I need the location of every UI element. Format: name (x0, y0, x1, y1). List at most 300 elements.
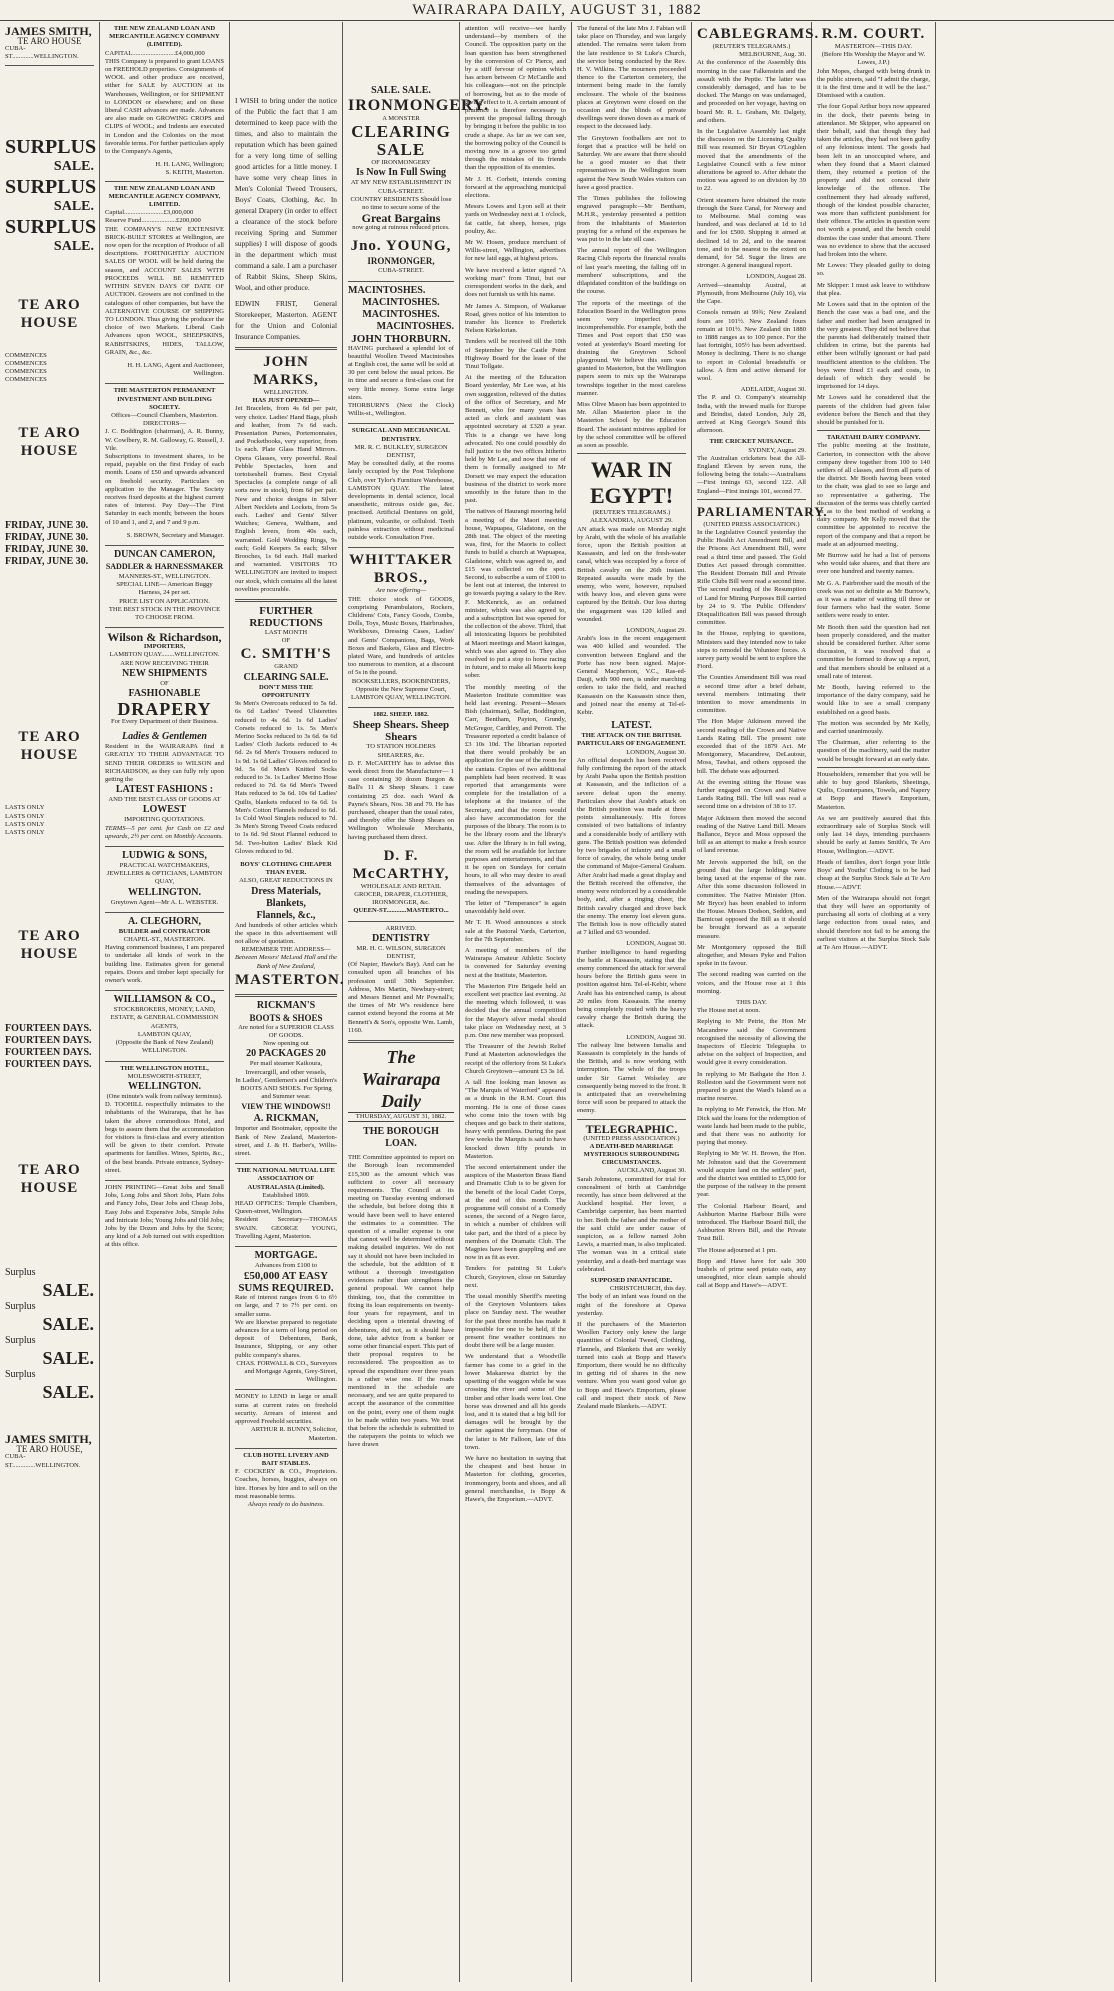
superior-class-text: Are noted for a SUPERIOR CLASS OF GOODS. (238, 1023, 334, 1039)
article-para: The second entertainment under the auspices of the Masterton Brass Band and Dramatic Club is to be given for the benefit of the local Cadet Corps, at the end of this month. The programme will consist of a Comedy scenes, the second of a Negro farce, in which a number of children will take part, and the third of a piece by members of the Dramatic Club. The Magpies have been grappling and are now in as fit as ever. (465, 1164, 566, 1262)
auckland-dateline: AUCKLAND, August 30. (617, 1167, 686, 1175)
friday-block (5, 520, 94, 568)
article-para: The second reading was carried on the voices, and the House rose at 1 this morning. (697, 971, 806, 995)
article-para: The Hon Major Atkinson moved the second reading of the Crown and Native Lands Rating Bill. The present rate exceeded that of the 1879 Act. Mr Montgomery, Macandrew, DeLautour, Moss, Tawhai, and others opposed the bill. The debate was adjourned. (697, 718, 806, 775)
bunny-text: ARTHUR R. BUNNY, Solicitor, Masterton. (250, 1426, 337, 1442)
article-para: Mr G. A. Fairbrother said the mouth of the creek was not so definite as Mr Burrow's, as it was a matter of waiting till three or four farmers who had the water. Some settlers were ready to enter. (817, 579, 930, 620)
article-para: Mr Booth, having referred to the importance of the dairy company, said he would like to see a small company established on a good basis. (817, 684, 930, 716)
te-aro-house-5: TE ARO HOUSE (18, 928, 81, 963)
article-para: The Times publishes the following engraved paragraph:—Mr Bentham, M.H.R., yesterday presented a petition from the inhabitants of Masterton praying for a refund of the expenses he was put to in the late sill case. (577, 195, 686, 244)
williamson-heading: WILLIAMSON & CO., (113, 994, 216, 1006)
war-in-egypt-heading: WAR IN EGYPT! (589, 457, 674, 509)
article-para: Men of the Wairarapa should not forget that they will have an opportunity of purchasing all sorts of clothing at a very large reduction from usual rates, and should therefore not fail to be among the earliest visitors at the Surplus Stock Sale at Te Aro House.—ADVT. (817, 894, 930, 951)
directors-heading: DIRECTORS— (142, 420, 187, 428)
best-class-label: AND THE BEST CLASS OF GOODS AT (108, 796, 221, 804)
ruinous-prices-label: now going at ruinous reduced prices. (352, 224, 450, 232)
article-para: The natives of Haurangi mooring held a meeting of the Maori meeting house, Wapuapea, Gladstone, on the 28th inst. The object of the meeting was, first, for the Maoris to collect funds to build a church at Wapuapea, Gladstone, which was agreed to, and £15 was collected on the spot. Second, to subscribe a sum of £100 to be lent out at interest, the interest to go towards paying a salary to the Rev. F. McKenrick, as an ordained minister, which was also agreed to, and a subscription list was opened for the collection of the above. Third, that all intoxicating liquors be prohibited at Maori meetings and Maori kaingas, which was also agreed to. They also resolved to put a stop to horse racing in future, and to make all Maoris keep sober. (465, 508, 566, 680)
article-para: Mr J. H. Corbett, intends coming forward at the approaching municipal elections. (465, 175, 566, 200)
friday-1: FRIDAY, JUNE 30. (5, 520, 89, 532)
mccarthy-body: D. F. McCARTHY has to advise this week direct from the Manufacturer— 1 case containing 30 dozen Burgon & Ball's 11 & Sheep Shears. 1 case containing 25 doz. each Ward & Payne's Shears, Nos. 38 and 79. He has purchased, cheaper than the usual rates, and thereby offer the Sheep Shears on Wellington Wholesale Merchants, having purchased them direct. (348, 759, 454, 841)
whittaker-body: THE choice stock of GOODS, comprising Perambulators, Rockers, Childrens' Cots, Fancy Goods, Combs, Dolls, Toys, Music Boxes, Hairbrushes, Workboxes, Dressing Cases, Ladies' and Gents' Companions, Bags, Work Boxes and Baskets, Glass and Electro-plated Ware, and hundreds of articles too numerous to mention, at a discount of 5s in the pound. (348, 595, 454, 677)
commences-3: COMMENCES (5, 368, 47, 376)
hundreds-text: And hundreds of other articles which the space in this advertisement will not allow of quotation. (235, 921, 337, 945)
sheep-shears-heading: Sheep Shears. Sheep Shears (352, 719, 450, 744)
rate-text: Rate of interest ranges from 6 to 6½ on large, and 7 to 7½ per cent. on smaller sums. (235, 1294, 337, 1318)
article-para: Mr W. Hosen, produce merchant of Willis-street, Wellington, advertises for new laid eggs, at highest prices. (465, 239, 566, 263)
of-ironmongery-label: OF IRONMONGERY (371, 159, 431, 167)
sale-lower-1: SALE. (42, 1280, 94, 1301)
john-marks-heading: JOHN MARKS, (253, 354, 319, 388)
best-stock-text: THE BEST STOCK IN THE PROVINCE TO CHOOSE FROM. (108, 605, 221, 621)
article-para: The public meeting at the Institute, Carterton, in connection with the above company drew together from 100 to 140 settlers of all classes, and from all parts of the district. Mr Booth having been voted to the chair, was glad to see so large and so representative a gathering. The discussion of the terms was chiefly carried on as to the best method of working a dairy company. Mr Kelly moved that the committee be appointed to receive the report of the company and that a report be made at an adjourned meeting. (817, 442, 930, 548)
article-para: The annual report of the Wellington Racing Club reports the financial results of last year's meeting, the falling off in members' subscriptions, and the dilapidated condition of the buildings on the course. (577, 247, 686, 296)
article-para: At the conference of the Assembly this morning in the case Falkenstein and the assault with the Peptie. The latter was considerably damaged, and has to be docked. The Mango on was undamaged, and proceeded on her voyage, having on board Mr. R. L. Graham, Mr. Dalgety, and others. (697, 59, 806, 124)
article-para: Bopp and Hawe have for sale 300 bushels of prime seed potato oats, any unsoughted, nice clean sample should call at Bopp and Hawe's—ADVT. (697, 1257, 806, 1290)
lasts-only-block (5, 804, 94, 837)
view-windows-label: VIEW THE WINDOWS!! (241, 1102, 331, 1112)
chapel-street-label: CHAPEL-ST., MASTERTON. (123, 936, 206, 944)
sale-2: SALE. (53, 198, 94, 214)
fourteen-days-4: FOURTEEN DAYS. (5, 1059, 92, 1071)
surplus-lower-2: Surplus (5, 1301, 36, 1313)
london-dateline-3: LONDON, August 30. (626, 940, 686, 948)
mccarthy-heading: D. F. McCARTHY, (352, 847, 450, 882)
nz-loan-body: THIS Company is prepared to grant LOANS on FREEHOLD properties. Consignments of WOOL and other produce are received, either for SALE by AUCTION at its Warehouses, Wellington, or for SHIPMENT to LONDON or elsewhere; and on these liberal CASH advances are made. Advances are also made on GROWING CROPS and CLIPS of WOOL; and Indents are executed in London and the Colonies on the most favorable terms. For further particulars apply to the Company's Agents, (105, 57, 225, 156)
article-para: The Greytown footballers are not to forget that a practice will be held on Saturday. We are aware that there should be a good muster so that their representatives in the Wellington team against the New South Wales visitors can have a good practice. (577, 134, 686, 191)
stockbrokers-text: STOCKBROKERS, MONEY, LAND, ESTATE, & GENERAL COMMISSION AGENTS, (110, 1006, 219, 1030)
article-para: An official despatch has been received fully confirming the report of the attack by Arabi Pasha upon the British position at Kassassin, and the infliction of a severe defeat upon the enemy. Particulars show that Arabi's attack on the British position was made at three points simultaneously. His forces consisted of two battalions of infantry and a considerable body of artillery with guns. The British position was defended by two brigades of infantry and a small force of cavalry, the whole being under the command of Major-General Graham. After Arabi had made a great display and the British received the offensive, the enemy were reinforced by a considerable body, and, after a ringing cheer, the British cavalry charged and drove back the enemy. The enemy lost eleven guns. The British loss is now officially stated at 7 killed and 63 wounded. (577, 756, 686, 937)
london-dateline: LONDON, August 29. (626, 627, 686, 634)
every-department-label: For Every Department of their Business. (111, 718, 218, 726)
latest-fashions-label: LATEST FASHIONS : (115, 784, 214, 796)
duncan-cameron-heading: DUNCAN CAMERON, (113, 548, 216, 560)
article-para: The Counties Amendment Bill was read a second time after a brief debate, several members intimating their intention to move amendments in committee. (697, 674, 806, 715)
macintoshes-2: MACINTOSHES. (362, 296, 440, 308)
lasts-only-2: LASTS ONLY (5, 812, 45, 820)
cuba-street-label: CUBA-ST.............WELLINGTON. (5, 45, 79, 61)
article-para: Miss Olive Mason has been appointed to Mr. Allan Masterton place in the Masterton School by the Education Board. The assistant mistress applied for by the school committee will be offered as soon as possible. (577, 400, 686, 449)
article-para: Mr James A. Simpson, of Waikanae Road, gives notice of his intention to transfer his licence to Frederick Nelson Kirkelorian. (465, 302, 566, 335)
surplus-block (5, 135, 97, 256)
cleghorn-heading: A. CLEGHORN, (127, 915, 202, 927)
masterton-society-heading: THE MASTERTON PERMANENT INVESTMENT AND BUILDING SOCIETY. (113, 387, 216, 411)
williamson-lambton: LAMBTON QUAY, (137, 1030, 192, 1038)
particulars-heading: PARTICULARS OF ENGAGEMENT. (577, 740, 686, 748)
bulkley-name: MR. R. C. BULKLEY, SURGEON DENTIST, (354, 443, 448, 460)
saddler-heading: SADDLER & HARNESSMAKER (105, 561, 224, 571)
article-para: Mr Jervois supported the bill, on the ground that the large holdings were being taxed at the expense of the rate. After this some discussion followed in committee. The Native Minister (Hon. Mr Bryce) has been enabled to inform the House. Messrs Dodson, Seddon, and Barnicoat opposed the Bill as it should be brought forward as a separate measure. (697, 858, 806, 940)
fourteen-days-3: FOURTEEN DAYS. (5, 1047, 92, 1059)
article-para: Mr Lowes said that in the opinion of the Bench the case was a bad one, and the father and mother had been arraigned in the very greatest. They did not believe that the parents had deliberately trained their children in crime, but the parents had either been wilfully ignorant or had paid insufficient attention to the children. The boys were fined £1 each and costs, in default of which they would be imprisoned for 14 days. (817, 301, 930, 391)
masthead: WAIRARAPA DAILY, AUGUST 31, 1882 (0, 0, 1114, 21)
smith-reductions-list: 9s Men's Overcoats reduced to 5s 6d. 6s 6d Ladies' Tweed Ulsterettes reduced to 4s 6d. 1s 6d Ladies' Corsets reduced to 1s. 5s Men's Merino Socks reduced to 3s 6d. 6s 6d Ladies' Cloth Jackets reduced to 4s 6d. 2s 6d Men's Trousers reduced to 1s 9d. 1s 6d Ladies' Gloves reduced to 9d. 5s 6d Men's Knitted Socks reduced to 3s. 1s Ladies' Merino Hose reduced to 7d. 6s 6d Men's Tweed Hats reduced to 3s 6d. 10s 6d Ladies' Quilts, blankets reduced to 6s 6d. 1s Men's Cotton Flannels reduced to 6d. 1s Cold Wool Singlets reduced to 7d. 3s Men's Strong Tweed Coats reduced to 1s 6d. 9d Stout Flannel reduced to 5d. Two-button Ladies' Black Kid Gloves reduced to 9d. (235, 700, 337, 855)
sale-lower-2: SALE. (42, 1314, 94, 1335)
now-opening-label: Now opening out (263, 1040, 309, 1048)
john-marks-body: Jet Bracelets, from 4s 6d per pair, very choice. Ladies' Hand Bags, plush and leather, from 7s 6d each. Presentation Purses, Portemonnaies, and Pocketbooks, very superior, from 1s each. Plate Glass Hand Mirrors. Opera Glasses, very powerful. Real Pebble Spectacles, horn and tortoiseshell frames. Best Crystal Spectacles (a complete range of all sorts now in stock), from 6d per pair. New and choice designs in Silver Albert Necklets and Lockets, from 5s each. Ladies' and Gents' Silver Watches; Geneva, Waltham, and English levers, from 40s each, warranted. Gold Wedding Rings, 9s each; Gold Keepers 5s each; Silver Brooches, 1s 6d each. Hall marked and warranted. VISITORS TO WELLINGTON are invited to inspect our stock, which contains all the latest novelties procurable. (235, 405, 337, 593)
boots-shoes-label: BOOTS & SHOES (249, 1012, 323, 1023)
between-text: Between Messrs' McLeod Hall and the Bank of New Zealand, (235, 954, 337, 970)
surplus-3: SURPLUS (5, 215, 97, 238)
macintoshes-4: MACINTOSHES. (376, 320, 454, 332)
also-reductions-label: ALSO, GREAT REDUCTIONS IN (239, 877, 333, 885)
established-label: Established 1869. (262, 1191, 310, 1199)
fifty-thousand-label: £50,000 AT EASY SUMS REQUIRED. (238, 1270, 334, 1295)
article-para: Sarah Johnstone, committed for trial for concealment of birth at Cambridge recently, has since been delivered at the Auckland hospital. Her lover, a Cambridge carpenter, has been married to her. Both the father and the mother of the said child are under cause of suspicion, as a fellow named John Lewis, a married man, is also implicated. The woman was in a critical state yesterday, and a death-bed marriage was celebrated. (577, 1175, 686, 1273)
cockery-text: F. COCKERY & CO., Proprietors. Coaches, horses, buggies, always on hire. Horses by hire and to sell on the most reasonable terms. (235, 1468, 337, 1500)
a-rickman-label: A. RICKMAN, (253, 1113, 319, 1125)
london-dateline-2: LONDON, August 30. (626, 748, 686, 756)
article-para: At the meeting of the Education Board yesterday, Mr Lee was, at his own suggestion, relieved of the duties of the office of Secretary, and Mr Bennett, who for many years has acted as clerk and assistant was appointed secretary at £320 a year. This is a change we have long advocated. No one could possibly do full justice to the two offices hitherto held by Mr Lee, and now that one of them is formally assigned to Mr Dorsett we may expect the education business of the district to work more smoothly in the future than in the past. (465, 374, 566, 505)
article-para: The motion was seconded by Mr Kelly, and carried unanimously. (817, 719, 930, 736)
article-para: Replying to Mr W. H. Brown, the Hon. Mr Johnston said that the Government would acquire land on the settlers' part, and the district was entitled to £5,000 for the purpose of the railway in the present year. (697, 1150, 806, 1199)
booksellers-text: BOOKSELLERS, BOOKBINDERS, Opposite the New Supreme Court, LAMBTON QUAY, WELLINGTON. (350, 677, 451, 701)
borough-loan-body: THE Committee appointed to report on the Borough loan recommended £15,300 as the amount which was sufficient to cover all necessary requirements. The Council at its meeting on Tuesday evening endorsed the schedule, but before doing this it would have been well to have entered the estimates to a committee. The question of a smaller expense is one that cannot well be determined without making detailed inquiries. We do not say it should not have been included in the schedule, but the addition of it without a thorough investigation evidences rather than strengthens the general proposal. We cannot help thinking, too, that the committee in fixing its loan requirements on twenty-four years for repayment, and in deciding upon a triennial drawing of debentures, did not, as it should have done, take advice from a banker or some other financial expert. This part of their proposal requires to be reconsidered. The proposition as to spread the expenditure over three years is a rather wise one. If the roads mentioned in the schedule are necessary, and we are quite prepared to accept the assurance of the committee on the point, every one of them ought to be made within two years. We trust that before the schedule is submitted to the ratepayers the points to which we have drawn (348, 1154, 454, 1449)
new-establishment-label: AT MY NEW ESTABLISHMENT IN CUBA-STREET. (350, 179, 452, 195)
article-para: In the House, replying to questions, Ministers said they intended now to take steps to remodel the Volunteer forces. A survey party would be sent to explore the Fiord. (697, 630, 806, 671)
reuters-label-2: (REUTER'S TELEGRAMS.) (712, 43, 791, 50)
column-6 (572, 22, 692, 1982)
latest-heading: LATEST. (611, 720, 652, 732)
advances-label: Advances from £100 to (254, 1262, 318, 1270)
fourteen-days-block (5, 1023, 94, 1071)
column-5 (460, 22, 572, 1982)
hotel-walk-label: (One minute's walk from railway terminus). (106, 1092, 223, 1100)
john-marks-opened: HAS JUST OPENED— (252, 397, 320, 405)
te-aro-house-2: TE ARO HOUSE (18, 296, 81, 331)
article-para: Mr Booth then said the question had not been properly considered, and the matter should be considered further. After some discussion, it was resolved that a committee be formed to draw up a report, and that members should be enlisted at a small rate of interest. (817, 623, 930, 680)
article-para: Tenders will be received till the 10th of September by the Castle Point Highway Board for the lease of the Tinui Tollgate. (465, 338, 566, 370)
article-para: If the purchasers of the Masterton Woollen Factory only knew the large quantities of Colonial Tweed, Clothing, Flannels, and Blankets that are weekly turned into cash at Bopp and Hawe's Emporium, there would be no difficulty in getting rid of shares in the new venture. When you want good value go to Bopp and Hawe's Emporium, please call and inspect their stock of New Zealand made Blankets.—ADVT. (577, 1321, 686, 1411)
article-para: A meeting of members of the Wairarapa Amateur Athletic Society is convened for Saturday evening next at the Institute, Masterton. (465, 946, 566, 979)
article-para: AN attack was made on Monday night by Arabi, with the whole of his available force, upon the British position at Kassassin, and led on the fresh-water canal, which was occupied by a force of British cavalry on the 26th instant. Repeated assaults were made by the enemy, who were, however, repulsed with heavy loss, and eleven guns were captured by the British. Our loss during the engagement was 120 killed and wounded. (577, 525, 686, 623)
masterton-society-body: Subscriptions to investment shares, to be repaid, payable on the first Friday of each month. Loans of £50 and upwards advanced on freehold security. Particulars on application to the Manager. The Society receives fixed deposits at the highest current rates of interest. Pay Day—The First Saturday in each month; between the hours of 10 and 1, and 2, and 7 and 9 p.m. (105, 452, 224, 526)
article-para: Consols remain at 99¾; New Zealand fours are 101½. New Zealand fours remain at 101½. New Zealand tin 1880 to 1888 ranges as to 100 pence. For the last fortnight, 105½ has been advertised. Money is declining. There is no change to report in Colonial breadstuffs or tallow. A firm and active demand for wool. (697, 309, 806, 382)
column-7 (692, 22, 828, 1982)
article-para: We understand that a Woodville farmer has come to a grief in the lower Makarewa district by the upsetting of the waggon while he was crossing the river and some of the timber and other loads were lost. One horse was drowned and all his goods lost, and it is stated that a big bill for damages will be brought by the carrier against the ferryman. One of the latter is Mr Falloon, late of this town. (465, 1353, 566, 1451)
article-para: In replying to Mr Fenwick, the Hon. Mr Dick said the loans for the redemption of waste lands had been made to the public, and that there was no authority for paying that money. (697, 1106, 806, 1147)
nz-loan-agent-1: H. H. LANG, Wellington; (155, 161, 224, 169)
article-para: Mr Montgomery opposed the Bill altogether, and Messrs Pyke and Fulton spoke in its favour. (697, 943, 806, 968)
in-full-swing-label: Is Now In Full Swing (355, 167, 447, 179)
john-thorburn-heading: JOHN THORBURN. (351, 332, 451, 345)
taratahi-heading: TARATAHI DAIRY COMPANY. (826, 434, 921, 442)
fourteen-days-1: FOURTEEN DAYS. (5, 1023, 92, 1035)
further-reductions-heading: FURTHER REDUCTIONS (249, 605, 323, 630)
special-line-text: SPECIAL LINE— American Buggy Harness, 24 per set. (116, 581, 213, 597)
article-para: In replying to Mr Bathgate the Hon J. Rolleston said the Government were not prepared to grant the Ward's Island as a marine reserve. (697, 1070, 806, 1103)
christchurch-dateline: CHRISTCHURCH, this day. (609, 1285, 686, 1293)
rickman-address: Importer and Bootmaker, opposite the Bank of New Zealand, Masterton-street, and J. & H. Barber's, Willis-street. (235, 1125, 337, 1158)
wilson-dentist: MR. H. C. WILSON, SURGEON DENTIST, (356, 944, 446, 960)
article-para: Further intelligence to hand regarding the battle at Kassassin, stating that the enemy commenced the attack for several hours before the British guns were in position against him. Tel-el-Kebir, where Arabi has his entrenched camp, is about 20 miles from Kassassin. The enemy being completely routed with the heavy cavalry charge the British during the attack. (577, 948, 686, 1030)
nz-loan-2-capital: Capital........................£3,000,000 (105, 209, 194, 217)
whittaker-offering: Are now offering— (375, 587, 427, 595)
dress-materials-label: Dress Materials, (251, 885, 321, 897)
friday-3: FRIDAY, JUNE 30. (5, 544, 89, 556)
column-4 (343, 22, 490, 1982)
alexandria-dateline: ALEXANDRIA, AUGUST 29. (590, 517, 673, 525)
te-aro-house-label: TE ARO HOUSE (17, 36, 82, 46)
c-smiths-heading: C. SMITH'S (240, 646, 332, 663)
issue-date: THURSDAY, AUGUST 31, 1882. (348, 1112, 454, 1122)
dentistry-heading: SURGICAL AND MECHANICAL DENTISTRY. (351, 427, 451, 443)
article-para: Orient steamers have obtained the route through the Suez Canal, for Norway and to Melbourne. Mail coming was hundred, and was declared at 1d to 1d and for lot £500. Shipping it aimed at declined 1d to 2d, and to the nearest tone, and to the nearest to the extent on demand, for 5d. Sugar the lines are stronger. A general inaugural report. (697, 196, 806, 270)
te-aro-house-3: TE ARO HOUSE (18, 425, 81, 460)
smith-masterton-label: MASTERTON. (235, 971, 345, 988)
cleghorn-body: Having commenced business, I am prepared to undertake all kinds of work in the building line. Estimates given for general repairs. Doors and timber kept specially for owner's work. (105, 944, 224, 985)
surplus-lower-4: Surplus (5, 1369, 36, 1381)
article-para: Householders, remember that you will be able to buy good Blankets, Sheetings, Quilts, Counterpanes, Towels, and Napery at Bopp and Hawe's Emporium, Masterton. (817, 770, 930, 811)
article-para: As we are positively assured that this extraordinary sale of Surplus Stock will only last 14 days, intending purchasers should be early at James Smith's, Te Aro House, Wellington.—ADVT. (817, 814, 930, 855)
article-para: The letter of "Temperance" is again unavoidably held over. (465, 899, 566, 916)
article-para: Mr Skipper: I must ask leave to withdraw that plea. (817, 281, 930, 297)
resident-text: Resident in the WAIRARAPA find it GREATLY TO THEIR ADVANTAGE TO SEND THEIR ORDERS to WILSON and RICHARDSON, as they can fully rely upon getting the (105, 743, 224, 784)
including-text: In Ladies', Gentlemen's and Children's BOOTS AND SHOES. For Spring and Summer wear. (235, 1076, 337, 1101)
article-para: The railway line between Ismalia and Kassassin is completely in the hands of the British, and is now working with interruption. The whole of the troops under Sir Garnet Wolseley are consequently being moved to the front. It is anticipated that an overwhelming force will soon be prepared to attack the enemy. (577, 1041, 686, 1115)
sale-3: SALE. (53, 238, 94, 254)
article-para: Mr Lowes said he considered that the parents of the children had given false evidence before the Bench and that they should be punished for it. (817, 394, 930, 426)
column-2 (100, 22, 230, 1982)
article-para: The reports of the meetings of the Education Board in the Wellington press seem very imperfect and incomprehensible. For example, both the Times and Post report that £50 was voted at yesterday's Board meeting for draining the Greytown School playground. We believe this sum was granted to Masterton, but the Wellington papers seem to mix up the Wairarapa townships together in the most careless manner. (577, 299, 686, 397)
melbourne-dateline: MELBOURNE, Aug. 30. (739, 51, 806, 59)
remember-address-label: REMEMBER THE ADDRESS— (241, 946, 331, 954)
article-para: Mr Lowes: They pleaded guilty to doing so. (817, 262, 930, 278)
article-para: At the evening sitting the House was further engaged on Crown and Native Lands Rating Bill. The bill was read a second time on a division of 38 to 17. (697, 778, 806, 811)
telegraphic-heading: TELEGRAPHIC. (585, 1121, 678, 1136)
article-para: The body of an infant was found on the night of the foreshore at Opawa yesterday. (577, 1293, 686, 1317)
williamson-bank: (Opposite the Bank of New Zealand) (115, 1039, 214, 1047)
to-station-holders: TO STATION HOLDERS SHEARERS, &c. (366, 743, 436, 759)
nz-loan-agent-2: S. KEITH, Masterton. (165, 169, 224, 177)
lasts-only-4: LASTS ONLY (5, 829, 45, 837)
rickmans-heading: RICKMAN'S (256, 999, 316, 1011)
article-para: The funeral of the late Mrs J. Fabian will take place on Thursday, and was largely attended. The remains were taken from the late residence to St Luke's Church, the service being conducted by the Rev. H. V. Wilkins. The mourners proceeded thence to the Carterton cemetery, the interment being made in the family enclosure. The whole of the business places at Greytown were closed on the occasion and the blinds of private dwellings were drawn down as a mark of respect to the deceased lady. (577, 25, 686, 131)
article-para: Mr T. H. Wood announces a stock sale at the Pastoral Yards, Carterton, for the 7th September. (465, 919, 566, 943)
whittaker-heading: WHITTAKER BROS., (349, 552, 453, 587)
article-para: The Treasurer of the Jewish Relief Fund at Masterton acknowledges the receipt of the offertory from St Luke's Church Greytown—amount £3 3s 1d. (465, 1043, 566, 1075)
john-marks-location: WELLINGTON. (263, 389, 309, 396)
lasts-only-1: LASTS ONLY (5, 804, 45, 812)
james-smith-heading: JAMES SMITH, (5, 24, 92, 38)
wilson-body: (Of Napier, Hawke's Bay). And can be consulted upon all branches of his profession until 30th September. Address, Mrs Martin, Newbury-street; and Messrs Bennet and Mr Pownall's; the times of Mr W's residence here cannot extend beyond the rooms at Mr Bennett's & Son's, opposite Wm. Lamb, 1160. (348, 961, 454, 1034)
manners-street-label: MANNERS-ST., WELLINGTON. (118, 572, 211, 580)
now-receiving-label: ARE NOW RECEIVING THEIR (120, 659, 209, 667)
new-shipments-label: NEW SHIPMENTS (121, 667, 208, 679)
bulkley-body: May be consulted daily, at the rooms lately occupied by the Post Telephone Club, over Tylor's Furniture Warehouse, LAMBTON QUAY. The latest developments in dental science, local anaesthetic, mitrous oxide gas, &c. practised. Artificial Dentures on gold, platinum, vulcanite, or celluloid. Teeth painless extraction without medicinal outside work. Consultation Free. (348, 460, 454, 542)
nz-loan-heading: THE NEW ZEALAND LOAN AND MERCANTILE AGENCY COMPANY (LIMITED). (109, 25, 220, 49)
surplus-sale-block (5, 1267, 94, 1403)
article-para: We have received a letter signed "A working man" from Tinui, but our correspondent works in the dark, and does not furnish us with his name. (465, 266, 566, 299)
hotel-body: D. TOOHILL respectfully intimates to the inhabitants of the Wairarapa, that he has taken the above commodious Hotel, and begs to assure them that the accommodation for visitors is first-class and every attention will be given to their comfort. Private apartments for families. Wines, Spirits, &c., of the best brands. Private entrance, Sydney-street. (105, 1101, 224, 1174)
article-para: Major Atkinson then moved the second reading of the Native Land Bill. Messrs Ballance, Bryce and Moss opposed the bill as an attempt to make a fresh source of land revenue. (697, 814, 806, 855)
of-label-2: OF (281, 637, 291, 645)
article-para: In the Legislative Assembly last night the discussion on the Licensing Quality Bill was resumed. Sir Bryan O'Loghlen moved that the amendments of the Legislative Council with a few minor alterations be agreed to. After debate the motion was agreed to on division by 39 to 22. (697, 128, 806, 193)
article-para: The Australian cricketers beat the All-England Eleven by seven runs, the following being the totals:—Australians—First innings 63, second 122. All England—First innings 101, second 77. (697, 454, 806, 495)
te-aro-house-4: TE ARO HOUSE (18, 729, 81, 764)
wilson-richardson-heading: Wilson & Richardson, (107, 630, 222, 645)
article-para: The P. and O. Company's steamship India, with the inward mails for Europe and Brindisi, dated London, July 28, arrived at King George's Sound this afternoon. (697, 394, 806, 435)
hotel-town-label: WELLINGTON. (128, 1080, 201, 1092)
surplus-2: SURPLUS (5, 175, 97, 198)
importers-label: IMPORTERS, (143, 643, 186, 651)
per-mail-text: Per mail steamer Kaikoura, Invercargill, and other vessels, (245, 1060, 327, 1076)
lambton-quay-label: LAMBTON QUAY........WELLINGTON. (109, 651, 220, 659)
macintoshes-block (348, 285, 454, 333)
hotel-street-label: MOLESWORTH-STREET, (127, 1072, 202, 1080)
edwin-frist-text: EDWIN FRIST, General Storekeeper, Masterton. AGENT for the Union and Colonial Insurance Companies. (235, 299, 337, 341)
james-smith-heading-2: JAMES SMITH, (5, 1432, 92, 1447)
cuba-street-label-4: CUBA-STREET. (378, 267, 424, 275)
sale-1: SALE. (53, 158, 94, 174)
queen-street-label: QUEEN-ST............MASTERTO... (353, 907, 449, 915)
thorburn-body: HAVING purchased a splendid lot of beautiful Woollen Tweed Macintoshes at English cost, the same will be sold at 30 per cent below the usual prices. Be in time and secure a first-class coat for very little money. Some extra large sizes. (348, 344, 454, 401)
a-monster-label: A MONSTER (382, 115, 420, 122)
builder-label: BUILDER and CONTRACTOR (118, 927, 211, 935)
article-para: The House met at noon. (697, 1007, 761, 1015)
arrived-label: ARRIVED. (385, 924, 417, 932)
supposed-infanticide-heading: SUPPOSED INFANTICIDE. (590, 1277, 673, 1285)
sydney-dateline: SYDNEY, August 29. (748, 446, 806, 454)
masterton-society-secretary: S. BROWN, Secretary and Manager. (126, 531, 224, 539)
chas-forwall-text: CHAS. FORWALL & CO., Surveyors and Mortgage Agents, Grey-Street, Wellington. (236, 1359, 337, 1384)
adelaide-dateline: ADELAIDE, August 30. (740, 386, 806, 394)
commences-2: COMMENCES (5, 359, 47, 367)
london-dateline-5: LONDON, August 28. (746, 273, 806, 281)
column-1 (0, 22, 100, 1982)
london-dateline-4: LONDON, August 30. (626, 1033, 686, 1041)
wellington-hotel-heading: THE WELLINGTON HOTEL, (120, 1064, 209, 1072)
article-para: Replying to Mr Petrie, the Hon Mr Macandrew said the Government recognised the necessity of allowing the Inspectors of Electric Telegraphs to advise on the subject of Inspection, and would give it every consideration. (697, 1018, 806, 1067)
united-press-label: (UNITED PRESS ASSOCIATION.) (703, 520, 800, 528)
macintoshes-1: MACINTOSHES. (348, 284, 426, 296)
nz-loan-2-body: THE COMPANY'S NEW EXTENSIVE BRICK-BUILT STORES at Wellington, are now open for the reception of Produce of all descriptions. FORTNIGHTLY AUCTION SALES OF WOOL will be held during the season, and ACCOUNT SALES WITH PROCEEDS WILL BE REMITTED WITHIN SEVEN DAYS OF DATE OF AUCTION. Growers are not confined to the catalogues of other companies, but have the ALTERNATIVE COURSE OF SHIPPING TO LONDON. Thus giving the producer the choice of two Markets. Liberal Cash Advances upon WOOL, SHEEPSKINS, RABBITSKINS, HIDES, TALLOW, GRAIN, &c., &c. (105, 225, 224, 356)
article-para: Messrs Lowes and Lyon sell at their yards on Wednesday next at 1 o'clock, fat cattle, fat sheep, horses, pigs poultry, &c. (465, 203, 566, 235)
before-worship: (Before His Worship the Mayor and W. Lowes, J.P.) (821, 51, 926, 67)
mortgage-heading: MORTGAGE. (254, 1250, 318, 1262)
blankets-label: Blankets, (266, 897, 306, 909)
surplus-lower-1: Surplus (5, 1267, 36, 1279)
of-label: OF (160, 679, 169, 687)
nz-loan-2-agent: H. H. LANG, Agent and Auctioneer, Wellington. (127, 361, 224, 378)
ironmongery-heading: IRONMONGERY. (348, 97, 490, 114)
cablegrams-heading: CABLEGRAMS. (697, 26, 820, 42)
lowest-label: LOWEST (142, 804, 187, 816)
great-bargains-label: Great Bargains (361, 211, 441, 226)
importing-quotations-label: IMPORTING QUOTATIONS. (124, 816, 205, 824)
head-offices-text: HEAD OFFICES: Temple Chambers, Queen-street, Wellington. (235, 1200, 337, 1216)
article-para: Tenders for painting St Luke's Church, Greytown, close on Saturday next. (465, 1265, 566, 1289)
article-para: A tall fine looking man known as "The Marquis of Waterford" appeared as a drunk in the R.M. Court this morning. He is one of those cases who come into the town with big cheques and go back to their stations, heavy with penniless. During the past few weeks the Marquis is said to have knocked down fifty pounds in Masterton. (465, 1078, 566, 1160)
fashionable-label: FASHIONABLE (128, 688, 201, 700)
article-para: Arrived—steamship Austral, at Plymouth, from Melbourne (July 16), via the Cape. (697, 281, 806, 306)
ludwig-sons-heading: LUDWIG & SONS, (122, 850, 207, 862)
dentistry-label: DENTISTRY (372, 932, 430, 944)
surplus-lower-3: Surplus (5, 1335, 36, 1347)
money-to-lend-text: MONEY to LEND in large or small sums at current rates on freehold security. Arrears of interest and approved Freehold securities. (235, 1393, 337, 1426)
article-para: The House adjourned at 1 pm. (697, 1246, 777, 1254)
article-para: attention will receive—we hardly understand—by members of the Council. The opposition party on the loan question has been strengthened by the conversion of Cr Pierce, and by a stiff fervour of opinion which has arisen between Cr McCardle and his colleagues—not on the principle of borrowing, but as to the mode of giving effect to it. A certain amount of prudence is therefore necessary to prevent the proposal falling through by bringing it before the public in too crude a shape. As far as we can see, the borrowing policy of the Council is moving now in a groove too grind through the mistakes of its friends than the opposition of its enemies. (465, 25, 566, 172)
fourteen-days-2: FOURTEEN DAYS. (5, 1035, 92, 1047)
article-para: The monthly meeting of the Masterton Institute committee was held last evening. Present—Messrs Bish (chairman), Sellar, Boddington, Carr, Bentham, Payton, Grundy, McGregor, Cardtley, and Perrott. The Treasurer reported a credit balance of £3 10s 10d. The librarian reported that there would probably be an application for the use of the room for the cantata. Copies of two additional pamphlets had been received. It was reported that arrangements were complete for the installation of a telephone at the instance of the Secretary, and that the room would also have accommodation for the purposes of the library. The room is to be the library room and the library's use. After the library is in full swing, the room will be available for lecture purposes and entertainments, and that it be open on Sundays for certain hours, to all who may desire to avail themselves of the advantages of reading the newspapers. (465, 683, 566, 896)
parliamentary-heading: PARLIAMENTARY. (697, 503, 828, 519)
te-aro-house-6: TE ARO HOUSE (18, 1162, 81, 1197)
job-printing-body: JOHN PRINTING—Great Jobs and Small Jobs, Long Jobs and Short Jobs, Plain Jobs and Fancy Jobs, Dear Jobs and Cheap Jobs, Easy Jobs and Expensive Jobs, Simple Jobs and Intricate Jobs; Young Jobs and Old Jobs; Jobs by the Dozen and Jobs by the Score; any kind of a Job turned out with expedition at this office. (105, 1183, 224, 1249)
sheep-1882-heading: 1882. SHEEP. 1882. (373, 711, 429, 719)
column-8 (812, 22, 936, 1982)
boys-clothing-label: BOYS' CLOTHING CHEAPER THAN EVER. (240, 860, 332, 877)
attack-heading: THE ATTACK ON THE BRITISH. (581, 732, 682, 740)
masterton-society-offices: Offices—Council Chambers, Masterton. (111, 411, 218, 419)
reuters-label: (REUTER'S TELEGRAMS.) (592, 509, 671, 517)
packages-label: 20 PACKAGES 20 (246, 1048, 326, 1060)
secretary-text: Resident Secretary—THOMAS SWAIN. GEORGE YOUNG, Travelling Agent, Masterton. (235, 1216, 337, 1240)
friday-4: FRIDAY, JUNE 30. (5, 556, 89, 568)
ladies-gentlemen-label: Ladies & Gentlemen (122, 731, 207, 743)
wish-body: I WISH to bring under the notice of the Public the fact that I am determined to keep pace with the times, and also to maintain the reputation which has been gained for a very long time of selling good articles for a little money. I have some very cheap lines in Men's Colonial Tweed Trousers, Boys' Coats, Clothing, &c. In general Drapery (in order to effect a clearance of the stock before receiving Spring and Summer supplies) I will dispose of goods in the department which must command a sale. I am a purchaser of Rabbit Skins, Sheep Skins, Wool, and other produce. (235, 96, 337, 292)
country-residents-text: COUNTRY RESIDENTS Should lose no time to secure some of the (350, 195, 452, 212)
friday-2: FRIDAY, JUNE 30. (5, 532, 89, 544)
ludwig-wellington-label: WELLINGTON. (128, 886, 201, 898)
cricket-heading: THE CRICKET NUISANCE. (709, 438, 794, 446)
commences-block (5, 352, 94, 385)
always-ready-text: Always ready to do business. (247, 1500, 325, 1508)
prepared-text: We are likewise prepared to negotiate advances for a term of long period on deposit of Debentures, Bank, Insurance, Shipping, or any other public company's shares. (235, 1318, 337, 1359)
rm-court-heading: R.M. COURT. (821, 26, 926, 42)
article-para: We have no hesitation in saying that the cheapest and best house in Masterton for clothing, groceries, ironmongery, boots and shoes, and all general merchandise, is Bopp & Hawe's, the Emporium.—ADVT. (465, 1454, 566, 1503)
national-mutual-heading: THE NATIONAL MUTUAL LIFE ASSOCIATION OF AUSTRALASIA (Limited). (237, 1167, 335, 1191)
greytown-agent-text: Greytown Agent—Mr A. L. WEBSTER. (110, 898, 219, 906)
nz-loan-2-reserve: Reserve Fund.....................£200,000 (105, 217, 201, 225)
price-list-text: PRICE LIST ON APPLICATION. (119, 597, 210, 605)
thorburn-address: THORBURN'S (Next the Clock) Willis-st., Wellington. (348, 402, 454, 418)
clearing-sale-heading: CLEARING SALE. (243, 671, 329, 683)
sale-lower-3: SALE. (42, 1348, 94, 1369)
column-3 (230, 22, 343, 1982)
article-para: Arabi's loss in the recent engagement was 400 killed and wounded. The convention between England and the Porte has now been signed. Major-General Macpherson, V.C., Ras-ed-Dauji, with 900 men, is under marching orders to take the field, and reached Kassassin on the Kassassin since then, and joined near the enemy at Tel-el-Kebir. (577, 635, 686, 717)
masterton-this-day: MASTERTON—THIS DAY. (834, 43, 913, 50)
article-para: Mr Burrow said he had a list of persons who would take shares, and that there are over one hundred and twenty names. (817, 551, 930, 576)
last-month-label: LAST MONTH (264, 629, 308, 637)
watchmakers-text: PRACTICAL WATCHMAKERS, JEWELLERS & OPTICIANS, LAMBTON QUAY, (106, 862, 223, 886)
lasts-only-3: LASTS ONLY (5, 820, 45, 828)
wholesale-text: WHOLESALE AND RETAIL GROCER, DRAPER, CLOTHIER, IRONMONGER, &c. (354, 882, 448, 907)
te-aro-house-label-2: TE ARO HOUSE, (16, 1444, 83, 1455)
article-para: The Chairman, after referring to the question of the machinery, said the matter would be brought forward at an early date. (817, 739, 930, 763)
cuba-street-label-2: CUBA-ST..............WELLINGTON. (5, 1453, 81, 1469)
article-para: The four Gopal Arthur boys now appeared in the dock, their parents being in attendance. Mr Skipper, who appeared on their behalf, said that though they had taken the articles, they had not been guilty of any felonious intent. The goods had been left in an unoccupied where, and when they found that a Maori claimed them, they returned a portion of the property and did not conceal their knowledge of the offence. The confinement they had already suffered, though of the kindest possible character, was more than sufficient punishment for their offence. The articles in question were not worth a pound, and the bench could dismiss the case under that amount. There was no evidence to show that the accused had broken into the where. (817, 103, 930, 259)
williamson-wellington: WELLINGTON. (141, 1047, 188, 1055)
dont-miss-label: DON'T MISS THE OPPORTUNITY (259, 683, 313, 699)
article-para: The Masterton Fire Brigade held an excellent wet practice last evening. At the meeting which followed, it was decided that the annual competition for the Mayor's silver medal should take place on Wednesday next, at 3 p.m. One new member was proposed. (465, 982, 566, 1039)
macintoshes-3: MACINTOSHES. (362, 308, 440, 320)
commences-4: COMMENCES (5, 376, 47, 384)
article-para: The Colonial Harbour Board, and Ashburton Marine Harbour Bills were introduced. The Harbour Board Bill, the Ashburton Rivers Bill, and the Private Trust Bill. (697, 1202, 806, 1243)
article-para: In the Legislative Council yesterday the Public Health Act Amendment Bill, and the Prisons Act Amendment Bill, were read a third time and passed. The Gold Duties Act passed through committee. The Resident Domain Bill and Private Rifle Clubs Bill were read a second time. The second reading of the Resumption of Land for Mining Purposes Bill carried by 24 to 9. The Public Offenders' Disqualification Bill was passed through committee. (697, 528, 806, 627)
flannels-label: Flannels, &c., (256, 909, 316, 921)
nz-loan-capital: CAPITAL..........................£4,000,000 (105, 49, 205, 57)
drapery-label: DRAPERY (117, 699, 212, 720)
terms-text: TERMS—5 per cent. for Cash on £2 and upwards, 2½ per cent. on Monthly Accounts. (105, 824, 224, 840)
ironmonger-label: IRONMONGER, (367, 256, 435, 267)
nz-loan-2-heading: THE NEW ZEALAND LOAN AND MERCANTILE AGENCY COMPANY, LIMITED. (108, 184, 221, 209)
press-association-label: (UNITED PRESS ASSOCIATION.) (583, 1134, 680, 1142)
wairarapa-daily-title: The Wairarapa Daily (361, 1047, 441, 1112)
article-para: The usual monthly Sheriff's meeting of the Greytown Volunteers takes place on Sunday next. The weather for the past three months has made it impossible for one to be held, if the present fine weather continues no doubt there will be a large muster. (465, 1293, 566, 1350)
jno-young-heading: Jno. YOUNG, (350, 238, 452, 255)
commences-1: COMMENCES (5, 351, 47, 359)
clearing-sale-heading-2: CLEARING SALE (351, 122, 451, 160)
surplus-1: SURPLUS (5, 135, 97, 158)
